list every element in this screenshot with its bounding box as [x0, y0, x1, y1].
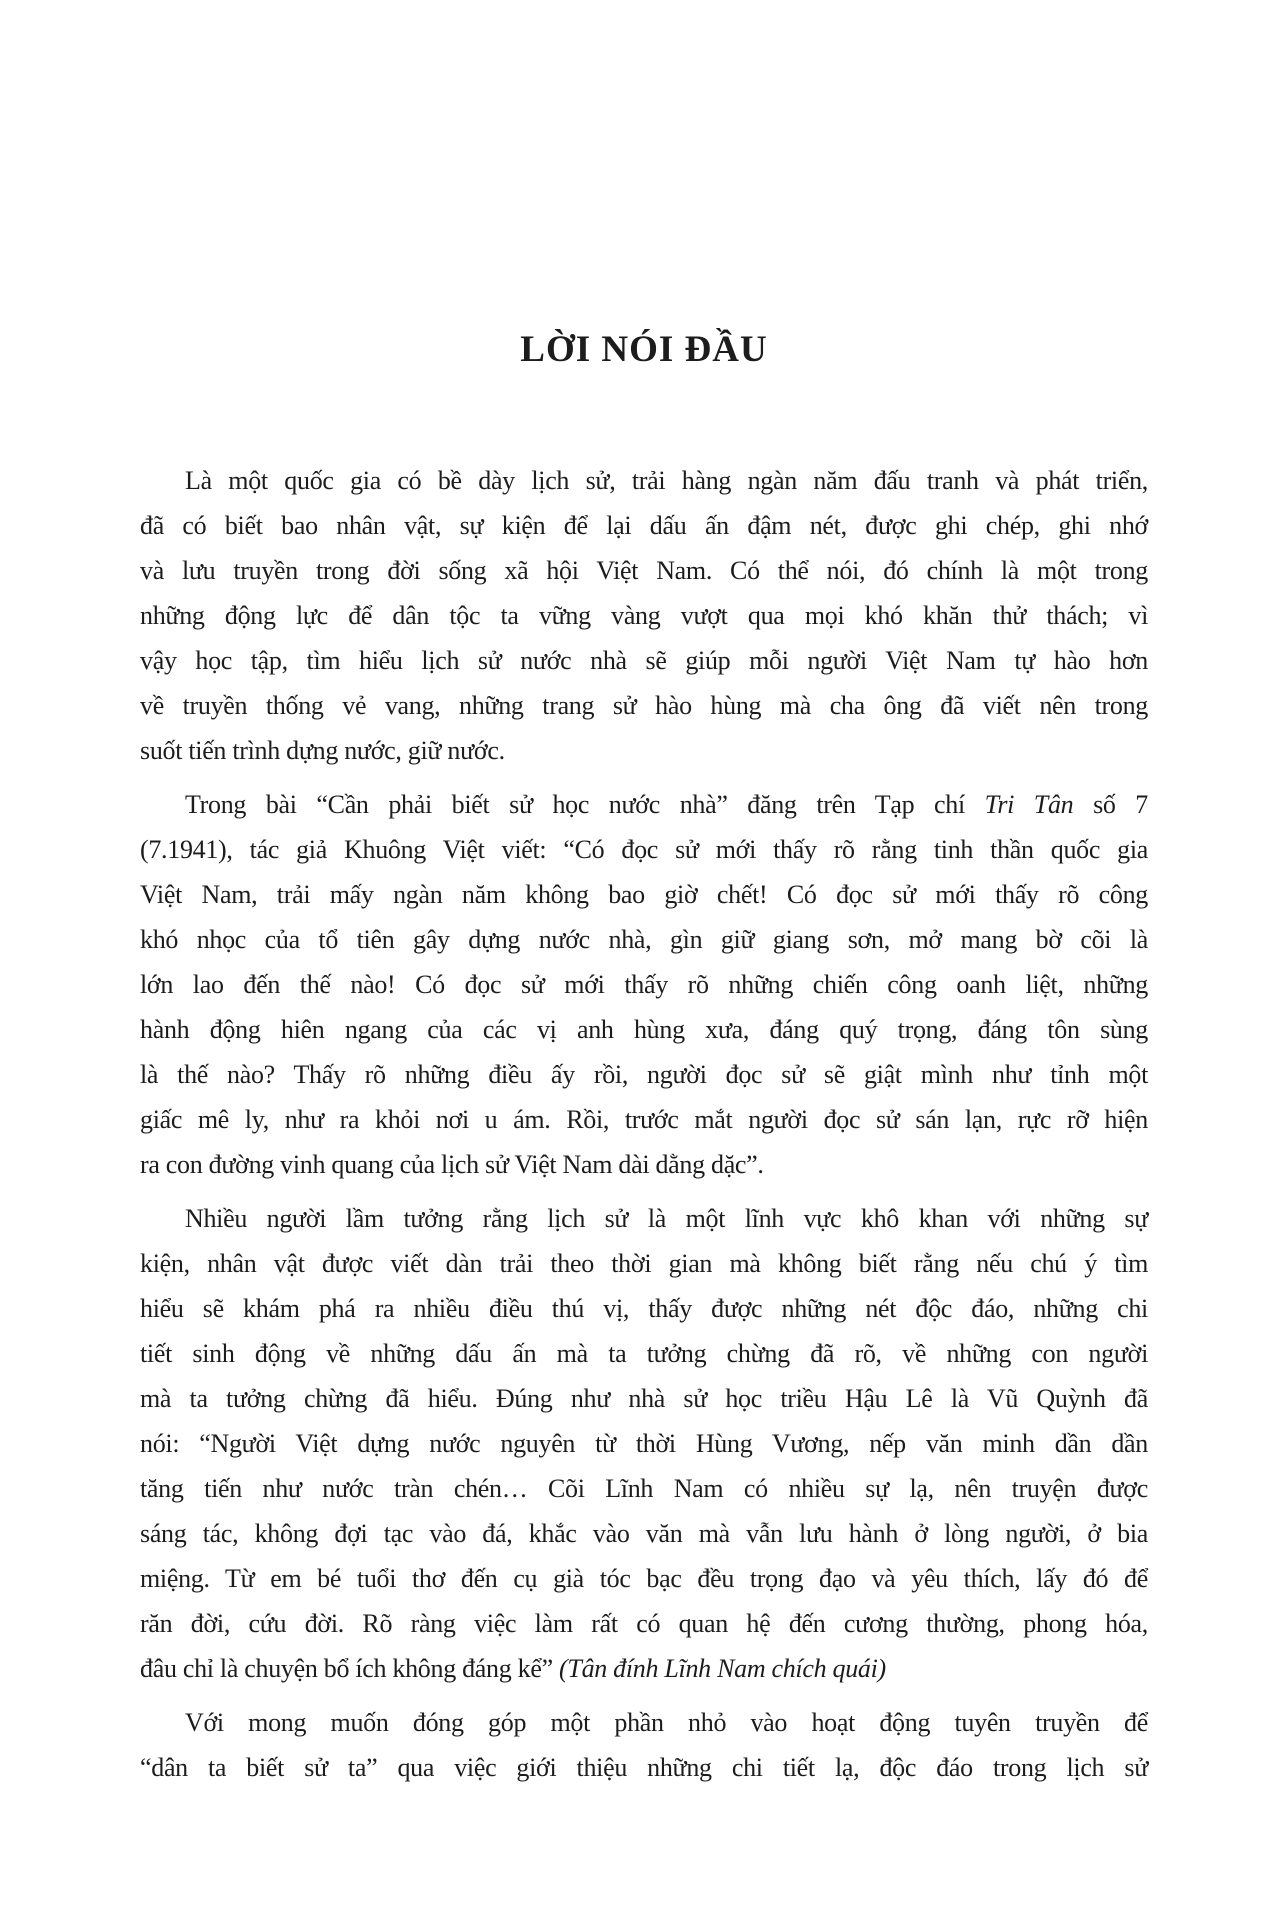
text-run: răn đời, cứu đời. Rõ ràng việc làm rất có quan hệ đến cương thường, phong hóa, — [140, 1609, 1148, 1638]
paragraph — [140, 1196, 1148, 1691]
text-line — [140, 827, 1148, 872]
text-line — [140, 1700, 1148, 1745]
text-line — [140, 962, 1148, 1007]
text-line — [140, 1646, 1148, 1691]
text-run: suốt tiến trình dựng nước, giữ nước. — [140, 736, 505, 765]
text-run: kiện, nhân vật được viết dàn trải theo thời gian mà không biết rằng nếu chú ý tìm — [140, 1249, 1148, 1278]
text-line — [140, 1466, 1148, 1511]
text-run: hành động hiên ngang của các vị anh hùng xưa, đáng quý trọng, đáng tôn sùng — [140, 1015, 1148, 1044]
text-run: tiết sinh động về những dấu ấn mà ta tưởng chừng đã rõ, về những con người — [140, 1339, 1148, 1368]
text-run: miệng. Từ em bé tuổi thơ đến cụ già tóc bạc đều trọng đạo và yêu thích, lấy đó để — [140, 1564, 1148, 1593]
text-line — [140, 1052, 1148, 1097]
text-run: Trong bài “Cần phải biết sử học nước nhà” đăng trên Tạp chí — [185, 790, 985, 819]
text-run: sáng tác, không đợi tạc vào đá, khắc vào văn mà vẫn lưu hành ở lòng người, ở bia — [140, 1519, 1148, 1548]
text-run: (7.1941), tác giả Khuông Việt viết: “Có đọc sử mới thấy rõ rằng tinh thần quốc gia — [140, 835, 1148, 864]
text-run: khó nhọc của tổ tiên gây dựng nước nhà, gìn giữ giang sơn, mở mang bờ cõi là — [140, 925, 1148, 954]
text-line — [140, 1286, 1148, 1331]
text-run: Là một quốc gia có bề dày lịch sử, trải hàng ngàn năm đấu tranh và phát triển, — [185, 466, 1148, 495]
text-run: Nhiều người lầm tưởng rằng lịch sử là một lĩnh vực khô khan với những sự — [185, 1204, 1148, 1233]
page-title: LỜI NÓI ĐẦU — [520, 329, 768, 370]
text-run: những động lực để dân tộc ta vững vàng vượt qua mọi khó khăn thử thách; vì — [140, 601, 1148, 630]
text-line — [140, 1007, 1148, 1052]
text-line — [140, 1241, 1148, 1286]
italic-text-run: (Tân đính Lĩnh Nam chích quái) — [559, 1654, 886, 1683]
text-line — [140, 638, 1148, 683]
text-run: và lưu truyền trong đời sống xã hội Việt Nam. Có thể nói, đó chính là một trong — [140, 556, 1148, 585]
text-run: vậy học tập, tìm hiểu lịch sử nước nhà sẽ giúp mỗi người Việt Nam tự hào hơn — [140, 646, 1148, 675]
text-line — [140, 1142, 1148, 1187]
text-line — [140, 1556, 1148, 1601]
text-run: hiểu sẽ khám phá ra nhiều điều thú vị, thấy được những nét độc đáo, những chi — [140, 1294, 1148, 1323]
paragraph — [140, 782, 1148, 1187]
italic-text-run: Tri Tân — [984, 790, 1074, 819]
text-line — [140, 1376, 1148, 1421]
text-run: “dân ta biết sử ta” qua việc giới thiệu những chi tiết lạ, độc đáo trong lịch sử — [140, 1753, 1148, 1782]
text-line — [140, 683, 1148, 728]
text-line — [140, 1511, 1148, 1556]
text-line — [140, 872, 1148, 917]
paragraph — [140, 458, 1148, 773]
text-line — [140, 548, 1148, 593]
text-line — [140, 1097, 1148, 1142]
text-run: mà ta tưởng chừng đã hiểu. Đúng như nhà sử học triều Hậu Lê là Vũ Quỳnh đã — [140, 1384, 1148, 1413]
paragraph — [140, 1700, 1148, 1790]
text-run: nói: “Người Việt dựng nước nguyên từ thời Hùng Vương, nếp văn minh dần dần — [140, 1429, 1148, 1458]
text-line — [140, 728, 1148, 773]
text-line — [140, 1601, 1148, 1646]
text-run: số 7 — [1073, 790, 1149, 819]
text-run: giấc mê ly, như ra khỏi nơi u ám. Rồi, trước mắt người đọc sử sán lạn, rực rỡ hiện — [140, 1105, 1148, 1134]
text-line — [140, 1745, 1148, 1790]
text-line — [140, 782, 1148, 827]
text-line — [140, 503, 1148, 548]
text-line — [140, 458, 1148, 503]
text-run: Với mong muốn đóng góp một phần nhỏ vào hoạt động tuyên truyền để — [185, 1708, 1148, 1737]
text-line — [140, 1331, 1148, 1376]
text-run: đã có biết bao nhân vật, sự kiện để lại dấu ấn đậm nét, được ghi chép, ghi nhớ — [140, 511, 1148, 540]
text-run: về truyền thống vẻ vang, những trang sử hào hùng mà cha ông đã viết nên trong — [140, 691, 1148, 720]
text-run: là thế nào? Thấy rõ những điều ấy rồi, người đọc sử sẽ giật mình như tỉnh một — [140, 1060, 1148, 1089]
text-run: đâu chỉ là chuyện bổ ích không đáng kể” — [140, 1654, 560, 1683]
text-line — [140, 917, 1148, 962]
text-run: tăng tiến như nước tràn chén… Cõi Lĩnh Nam có nhiều sự lạ, nên truyện được — [140, 1474, 1148, 1503]
text-run: ra con đường vinh quang của lịch sử Việt Nam dài dằng dặc”. — [140, 1150, 764, 1179]
text-line — [140, 1421, 1148, 1466]
text-line — [140, 1196, 1148, 1241]
body-text — [140, 458, 1148, 1790]
text-line — [140, 593, 1148, 638]
text-run: lớn lao đến thế nào! Có đọc sử mới thấy rõ những chiến công oanh liệt, những — [140, 970, 1148, 999]
text-run: Việt Nam, trải mấy ngàn năm không bao giờ chết! Có đọc sử mới thấy rõ công — [140, 880, 1148, 909]
